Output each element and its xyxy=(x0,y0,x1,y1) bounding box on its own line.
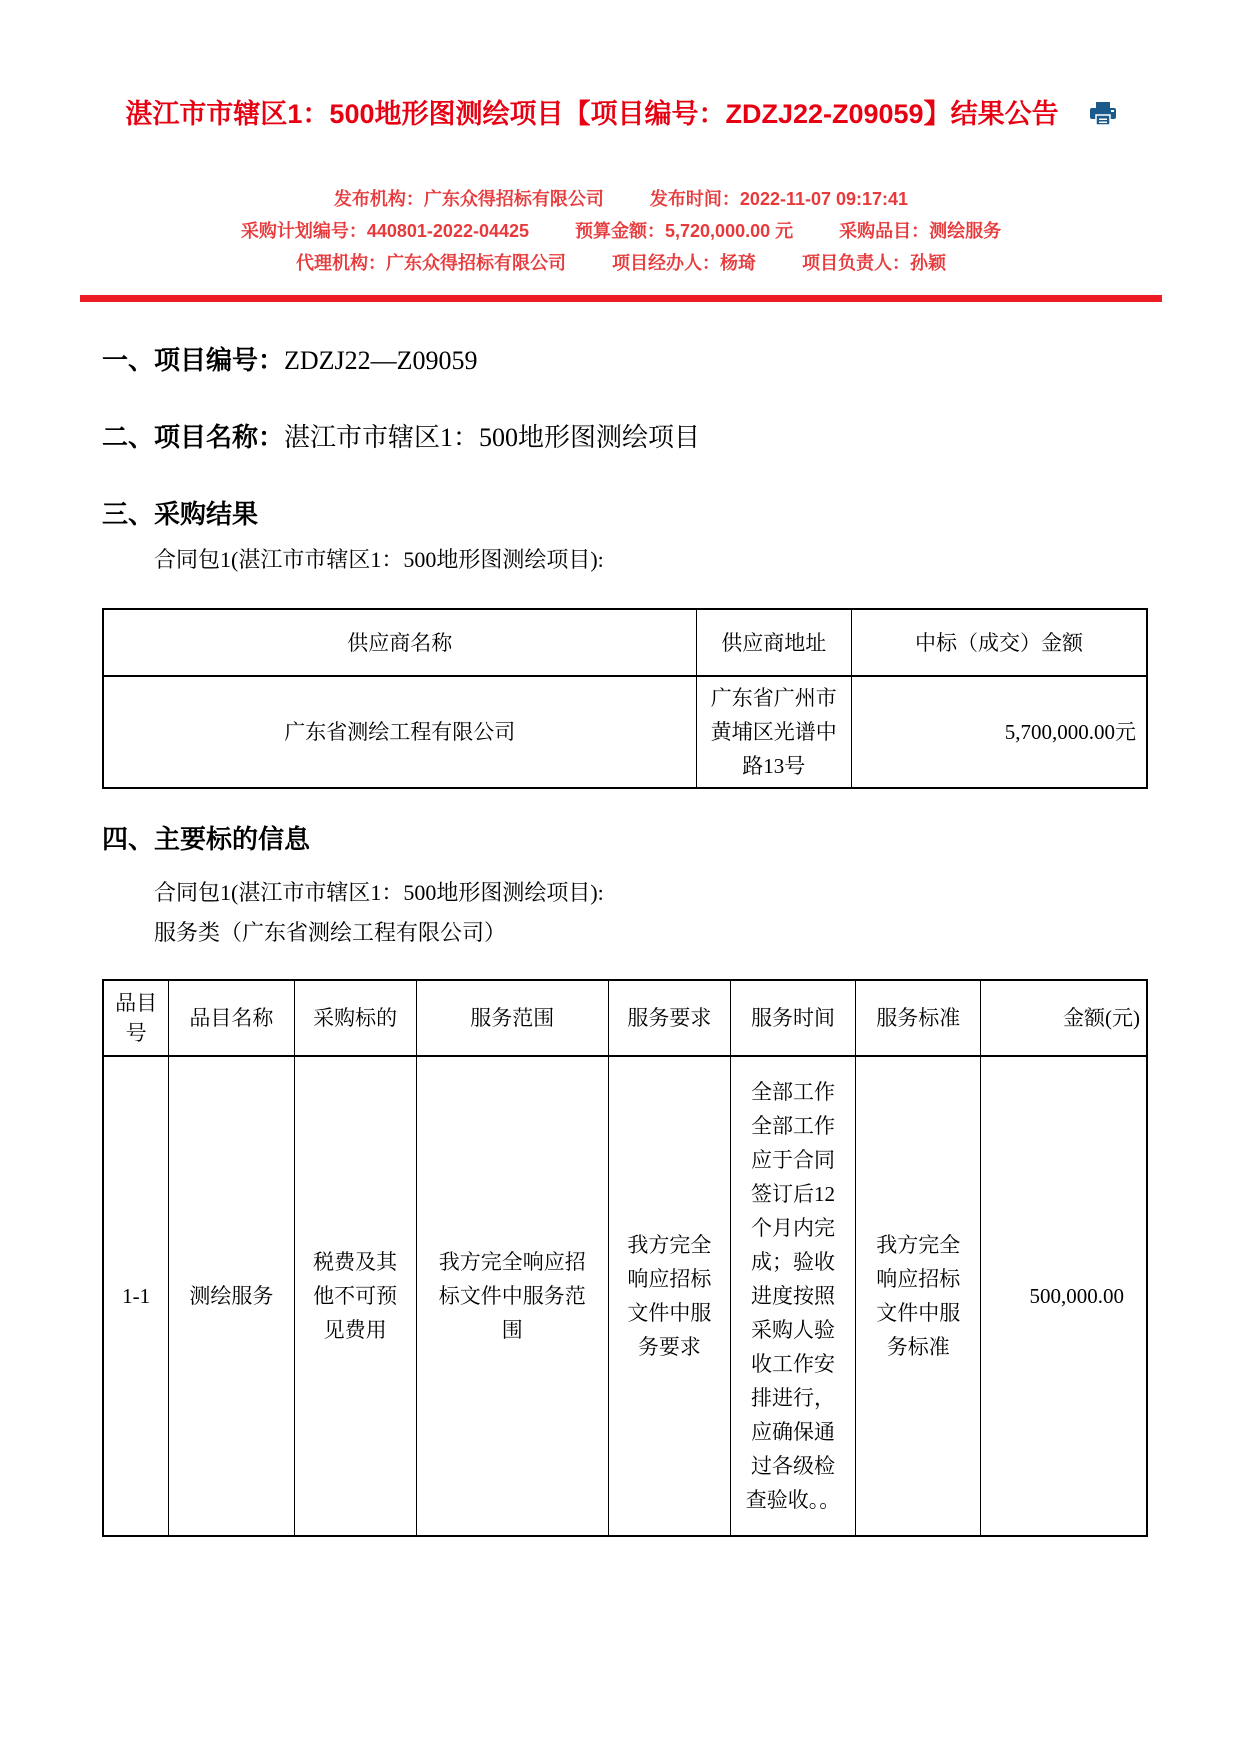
main-bid-info-header-row xyxy=(103,980,1147,1056)
table-row xyxy=(103,1056,1147,1536)
item-name-cell: 测绘服务 xyxy=(169,1056,294,1536)
category-line: 服务类（广东省测绘工程有限公司） xyxy=(154,920,507,945)
procurement-plan-number: 采购计划编号：440801-2022-04425 xyxy=(240,221,530,241)
document-header xyxy=(0,0,1242,279)
header-service-standard: 服务标准 xyxy=(856,980,981,1056)
header-amount: 金额(元) xyxy=(981,980,1147,1056)
section-procurement-result: 三、采购结果 xyxy=(102,500,259,529)
table-row xyxy=(103,676,1147,788)
header-service-time: 服务时间 xyxy=(730,980,855,1056)
service-time-cell: 全部工作全部工作应于合同签订后12个月内完成；验收进度按照采购人验收工作安排进行，应确保通过各级检查验收。。 xyxy=(730,1056,855,1536)
page-title: 湛江市市辖区1：500地形图测绘项目【项目编号：ZDZJ22-Z09059】结果公告 xyxy=(125,99,1059,129)
header-procurement-target: 采购标的 xyxy=(294,980,416,1056)
service-standard-cell: 我方完全响应招标文件中服务标准 xyxy=(856,1056,981,1536)
section-project-name xyxy=(102,423,1148,453)
section-main-bid-info: 四、主要标的信息 xyxy=(102,825,311,854)
header-service-requirements: 服务要求 xyxy=(608,980,730,1056)
service-requirements-cell: 我方完全响应招标文件中服务要求 xyxy=(608,1056,730,1536)
header-item-no: 品目号 xyxy=(103,980,169,1056)
supplier-address-cell: 广东省广州市黄埔区光谱中路13号 xyxy=(696,676,852,788)
section-project-number xyxy=(102,346,1148,376)
header-item-name: 品目名称 xyxy=(169,980,294,1056)
publisher: 发布机构：广东众得招标有限公司 xyxy=(333,189,604,209)
service-scope-cell: 我方完全响应招标文件中服务范围 xyxy=(416,1056,608,1536)
meta-line-3 xyxy=(0,247,1242,279)
meta-line-2 xyxy=(0,215,1242,247)
agency: 代理机构：广东众得招标有限公司 xyxy=(296,253,566,273)
meta-line-1 xyxy=(0,183,1242,215)
procurement-category: 采购品目：测绘服务 xyxy=(839,221,1002,241)
project-leader: 项目负责人：孙颖 xyxy=(802,253,946,273)
supplier-name-cell: 广东省测绘工程有限公司 xyxy=(103,676,696,788)
procurement-target-cell: 税费及其他不可预见费用 xyxy=(294,1056,416,1536)
header-supplier-name: 供应商名称 xyxy=(103,609,696,676)
red-divider xyxy=(80,295,1162,302)
document-body xyxy=(0,346,1242,1597)
procurement-result-header-row xyxy=(103,609,1147,676)
publish-time: 发布时间：2022-11-07 09:17:41 xyxy=(649,189,909,209)
meta-block xyxy=(0,183,1242,279)
procurement-result-table xyxy=(102,608,1148,789)
main-bid-info-table xyxy=(102,979,1148,1537)
header-supplier-address: 供应商地址 xyxy=(696,609,852,676)
item-no-cell: 1-1 xyxy=(103,1056,169,1536)
header-award-amount: 中标（成交）金额 xyxy=(852,609,1147,676)
project-number-value: ZDZJ22—Z09059 xyxy=(284,346,478,375)
package-line-2: 合同包1(湛江市市辖区1：500地形图测绘项目): xyxy=(154,880,604,905)
budget-amount: 预算金额：5,720,000.00 元 xyxy=(575,221,794,241)
section-project-number-label: 一、项目编号： xyxy=(102,346,285,375)
award-amount-cell: 5,700,000.00元 xyxy=(852,676,1147,788)
package-line-1: 合同包1(湛江市市辖区1：500地形图测绘项目): xyxy=(154,547,604,572)
header-service-scope: 服务范围 xyxy=(416,980,608,1056)
title-row xyxy=(0,98,1242,130)
amount-cell: 500,000.00 xyxy=(981,1056,1147,1536)
section-project-name-label: 二、项目名称： xyxy=(102,423,285,452)
printer-icon[interactable] xyxy=(1089,101,1117,127)
project-name-value: 湛江市市辖区1：500地形图测绘项目 xyxy=(284,423,701,452)
project-handler: 项目经办人：杨琦 xyxy=(612,253,756,273)
